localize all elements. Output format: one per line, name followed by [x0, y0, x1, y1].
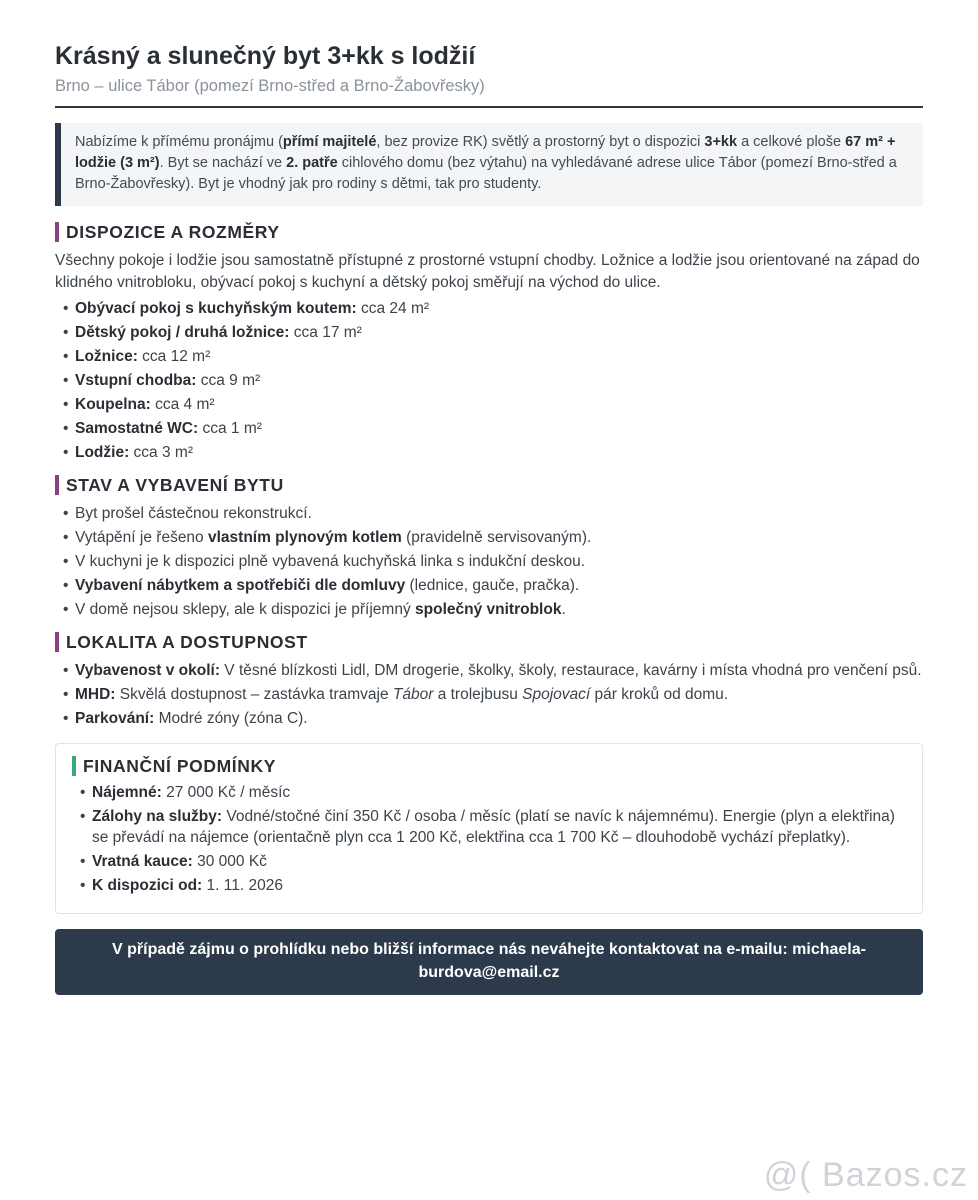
list-item — [63, 346, 923, 367]
item-label: Nájemné: — [92, 784, 162, 801]
list-item: • Byt prošel částečnou rekonstrukcí. — [63, 503, 923, 524]
item-label: Zálohy na služby: — [92, 808, 223, 825]
item-label: Parkování: — [75, 710, 155, 727]
intro-text: Nabízíme k přímému pronájmu ( — [75, 134, 283, 150]
item-value: cca 24 m² — [356, 300, 430, 317]
intro-box — [55, 123, 923, 206]
section-title: FINANČNÍ PODMÍNKY — [72, 756, 906, 776]
page-subtitle: Brno – ulice Tábor (pomezí Brno-střed a Brno-Žabovřesky) — [55, 77, 485, 95]
item-label: Vybavenost v okolí: — [75, 662, 220, 679]
intro-bold: 67 m² + lodžie (3 m²) — [75, 134, 896, 171]
item-label: Vratná kauce: — [92, 853, 193, 870]
title-divider — [55, 106, 923, 108]
item-value: 1. 11. 2026 — [202, 877, 283, 894]
list-item — [63, 660, 923, 681]
list-item — [63, 575, 923, 596]
list-item — [63, 442, 923, 463]
item-value: cca 3 m² — [129, 444, 193, 461]
list-item — [63, 708, 923, 729]
page-title: Krásný a slunečný byt 3+kk s lodžií — [55, 42, 476, 70]
item-value: cca 17 m² — [289, 324, 362, 341]
bazos-watermark: @( Bazos.cz — [763, 1156, 968, 1194]
list-item — [80, 806, 906, 848]
list-item — [63, 370, 923, 391]
item-label: Lodžie: — [75, 444, 130, 461]
section-title: STAV A VYBAVENÍ BYTU — [55, 475, 923, 495]
intro-bold: přímí majitelé — [282, 134, 377, 150]
item-text: (pravidelně servisovaným). — [401, 529, 592, 546]
item-text: Vytápění je řešeno — [75, 529, 208, 546]
item-label: Dětský pokoj / druhá ložnice: — [75, 324, 290, 341]
item-value: 30 000 Kč — [192, 853, 267, 870]
item-label: Ložnice: — [75, 348, 138, 365]
list-item — [63, 298, 923, 319]
item-label: Samostatné WC: — [75, 420, 199, 437]
item-text: Skvělá dostupnost – zastávka tramvaje — [115, 686, 393, 703]
section-dispozice — [55, 222, 923, 463]
section-stav — [55, 475, 923, 620]
item-bold: Vybavení nábytkem a spotřebiči dle domluvy — [75, 577, 406, 594]
intro-bold: 3+kk — [704, 134, 738, 150]
list-item — [63, 599, 923, 620]
list-item: • V kuchyni je k dispozici plně vybavená kuchyňská linka s indukční deskou. — [63, 551, 923, 572]
item-text: V těsné blízkosti Lidl, DM drogerie, školky, školy, restaurace, kavárny i místa vhodná pro venčení psů. — [220, 662, 922, 679]
list-item — [63, 684, 923, 705]
tram-stop-name: Tábor — [392, 686, 434, 703]
item-value: Vodné/stočné činí 350 Kč / osoba / měsíc (platí se navíc k nájemnému). Energie (plyn a elektřina) se převádí na nájemce (orientačně plyn cca 1 200 Kč, elektřina cca 1 700 Kč – dlouhodobě vychází přeplatky). — [92, 808, 895, 846]
item-value: cca 12 m² — [137, 348, 211, 365]
list-item — [63, 527, 923, 548]
item-text: Modré zóny (zóna C). — [154, 710, 308, 727]
list-item — [63, 322, 923, 343]
item-value: cca 4 m² — [150, 396, 215, 413]
item-value: cca 9 m² — [196, 372, 261, 389]
finance-list — [72, 782, 906, 896]
list-item — [63, 394, 923, 415]
condition-list — [55, 503, 923, 620]
list-item — [63, 418, 923, 439]
item-label: MHD: — [75, 686, 116, 703]
item-text: pár kroků od domu. — [590, 686, 729, 703]
item-label: Koupelna: — [75, 396, 151, 413]
intro-text: , bez provize RK) světlý a prostorný byt o dispozici — [376, 134, 705, 150]
list-item — [80, 782, 906, 803]
item-text: a trolejbusu — [433, 686, 523, 703]
item-value: cca 1 m² — [198, 420, 262, 437]
item-value: 27 000 Kč / měsíc — [161, 784, 291, 801]
finance-box — [55, 743, 923, 914]
item-text: (lednice, gauče, pračka). — [405, 577, 580, 594]
room-list — [55, 298, 923, 463]
list-item — [80, 875, 906, 896]
intro-text: . Byt se nachází ve — [159, 155, 287, 171]
location-list — [55, 660, 923, 729]
intro-bold: 2. patře — [286, 155, 338, 171]
trolleybus-stop-name: Spojovací — [522, 686, 591, 703]
item-bold: společný vnitroblok — [415, 601, 562, 618]
section-title: LOKALITA A DOSTUPNOST — [55, 632, 923, 652]
item-label: Vstupní chodba: — [75, 372, 197, 389]
intro-text: cihlového domu (bez výtahu) na vyhledávané adrese ulice Tábor (pomezí Brno-střed a Brno-Žabovřesky). Byt je vhodný jak pro rodiny s dětmi, tak pro studenty. — [75, 155, 897, 192]
section-lead: Všechny pokoje i lodžie jsou samostatně přístupné z prostorné vstupní chodby. Ložnice a lodžie jsou orientované na západ do klidného vnitrobloku, obývací pokoj s kuchyní a dětský pokoj směřují na východ do ulice. — [55, 252, 920, 291]
contact-banner: V případě zájmu o prohlídku nebo bližší informace nás neváhejte kontaktovat na e-mailu: michaela-burdova@email.cz — [55, 929, 923, 995]
section-title: DISPOZICE A ROZMĚRY — [55, 222, 923, 242]
section-lokalita — [55, 632, 923, 729]
item-label: K dispozici od: — [92, 877, 203, 894]
item-bold: vlastním plynovým kotlem — [207, 529, 402, 546]
listing-document — [55, 40, 923, 995]
item-label: Obývací pokoj s kuchyňským koutem: — [75, 300, 357, 317]
item-text: V domě nejsou sklepy, ale k dispozici je příjemný — [75, 601, 416, 618]
list-item — [80, 851, 906, 872]
intro-text: a celkové ploše — [737, 134, 846, 150]
item-text: . — [561, 601, 566, 618]
